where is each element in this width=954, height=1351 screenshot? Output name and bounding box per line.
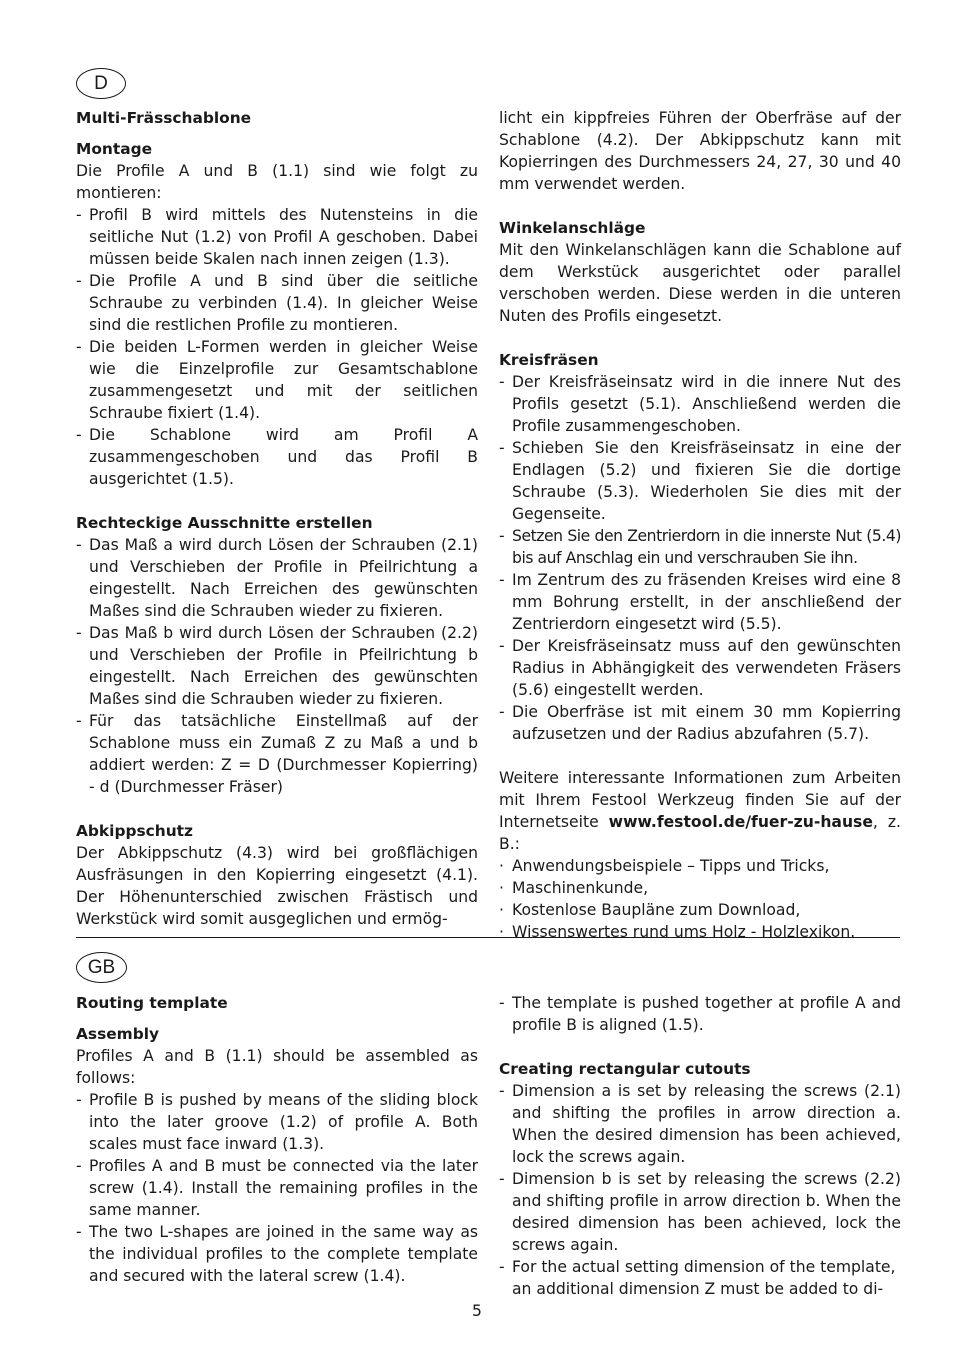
list-item: - Dimension b is set by releasing the screws (2.2) and shifting profile in arrow direction b. When the desired dimension has been achieved, lock the screws again. <box>499 1168 901 1256</box>
list-item: - Der Kreisfräseinsatz muss auf den gewünschten Radius in Abhängigkeit des verwendeten Fräsers (5.6) eingestellt werden. <box>499 635 901 701</box>
list-item: · Kostenlose Baupläne zum Download, <box>499 899 901 921</box>
language-badge-gb: GB <box>76 952 127 983</box>
de-montage-heading: Montage <box>76 140 153 158</box>
de-kreis-heading: Kreisfräsen <box>499 351 599 369</box>
de-title: Multi-Frässchablone <box>76 109 252 127</box>
de-info-paragraph <box>499 767 901 855</box>
gb-title: Routing template <box>76 994 228 1012</box>
de-column-left <box>76 107 478 930</box>
de-kreis-list <box>499 371 901 745</box>
list-item: - Die Oberfräse ist mit einem 30 mm Kopierring aufzusetzen und der Radius abzufahren (5.7). <box>499 701 901 745</box>
de-info-suffix: , z. B.: <box>499 813 901 853</box>
language-badge-de: D <box>76 68 126 99</box>
list-item: - Die beiden L-Formen werden in gleicher Weise wie die Einzelprofile zur Gesamtschablone zusammengesetzt und mit der seitlichen Schraube fixiert (1.4). <box>76 336 478 424</box>
gb-rect-list <box>499 1080 901 1300</box>
de-abkipp-text-part2: licht ein kippfreies Führen der Oberfräse auf der Schablone (4.2). Der Abkippschutz kann mit Kopierringen des Durchmessers 24, 27, 30 und 40 mm verwendet werden. <box>499 109 901 193</box>
list-item: - For the actual setting dimension of the template, an additional dimension Z must be added to di- <box>499 1256 901 1300</box>
de-rect-heading: Rechteckige Ausschnitte erstellen <box>76 514 373 532</box>
gb-assembly-heading: Assembly <box>76 1025 160 1043</box>
list-item: · Wissenswertes rund ums Holz - Holzlexikon. <box>499 921 901 943</box>
gb-assembly-intro: Profiles A and B (1.1) should be assembled as follows: <box>76 1047 478 1087</box>
de-info-link[interactable]: www.festool.de/fuer-zu-hause <box>608 813 873 831</box>
de-winkel-text: Mit den Winkelanschlägen kann die Schablone auf dem Werkstück ausgerichtet oder parallel verschoben werden. Diese werden in die unteren Nuten des Profils eingesetzt. <box>499 241 901 325</box>
list-item: - The template is pushed together at profile A and profile B is aligned (1.5). <box>499 992 901 1036</box>
de-info-list <box>499 855 901 943</box>
de-column-right <box>499 107 901 943</box>
list-item: - The two L-shapes are joined in the same way as the individual profiles to the complete template and secured with the lateral screw (1.4). <box>76 1221 478 1287</box>
section-divider <box>76 937 900 938</box>
de-winkel-heading: Winkelanschläge <box>499 219 646 237</box>
de-montage-list <box>76 204 478 490</box>
list-item: - Im Zentrum des zu fräsenden Kreises wird eine 8 mm Bohrung erstellt, in der anschließend der Zentrierdorn eingesetzt wird (5.5). <box>499 569 901 635</box>
gb-rect-heading: Creating rectangular cutouts <box>499 1060 751 1078</box>
de-montage-intro: Die Profile A und B (1.1) sind wie folgt zu montieren: <box>76 162 478 202</box>
list-item: - Die Schablone wird am Profil A zusammengeschoben und das Profil B ausgerichtet (1.5). <box>76 424 478 490</box>
page-number: 5 <box>472 1302 482 1320</box>
list-item: - Für das tatsächliche Einstellmaß auf der Schablone muss ein Zumaß Z zu Maß a und b addiert werden: Z = D (Durchmesser Kopierring) - d (Durchmesser Fräser) <box>76 710 478 798</box>
list-item: - Dimension a is set by releasing the screws (2.1) and shifting the profiles in arrow direction a. When the desired dimension has been achieved, lock the screws again. <box>499 1080 901 1168</box>
list-item: - Setzen Sie den Zentrierdorn in die innerste Nut (5.4) bis auf Anschlag ein und verschrauben Sie ihn. <box>499 525 901 569</box>
list-item: · Maschinenkunde, <box>499 877 901 899</box>
gb-assembly-list-cont <box>499 992 901 1036</box>
list-item: · Anwendungsbeispiele – Tipps und Tricks, <box>499 855 901 877</box>
de-abkipp-text-part1: Der Abkippschutz (4.3) wird bei großflächigen Ausfräsungen in den Kopierring eingesetzt (4.1). Der Höhenunterschied zwischen Frästisch und Werkstück wird somit ausgeglichen und ermög- <box>76 844 478 928</box>
list-item: - Schieben Sie den Kreisfräseinsatz in eine der Endlagen (5.2) und fixieren Sie die dortige Schraube (5.3). Wiederholen Sie dies mit der Gegenseite. <box>499 437 901 525</box>
list-item: - Das Maß b wird durch Lösen der Schrauben (2.2) und Verschieben der Profile in Pfeilrichtung b eingestellt. Nach Erreichen des gewünschten Maßes sind die Schrauben wieder zu fixieren. <box>76 622 478 710</box>
list-item: - Profiles A and B must be connected via the later screw (1.4). Install the remaining profiles in the same manner. <box>76 1155 478 1221</box>
list-item: - Profil B wird mittels des Nutensteins in die seitliche Nut (1.2) von Profil A geschoben. Dabei müssen beide Skalen nach innen zeigen (1.3). <box>76 204 478 270</box>
list-item: - Das Maß a wird durch Lösen der Schrauben (2.1) und Verschieben der Profile in Pfeilrichtung a eingestellt. Nach Erreichen des gewünschten Maßes sind die Schrauben wieder zu fixieren. <box>76 534 478 622</box>
de-info-text: Weitere interessante Informationen zum Arbeiten mit Ihrem Festool Werkzeug finden Sie auf der Internetseite <box>499 769 901 831</box>
gb-column-left <box>76 992 478 1287</box>
gb-column-right <box>499 992 901 1300</box>
de-abkipp-heading: Abkippschutz <box>76 822 193 840</box>
de-rect-list <box>76 534 478 798</box>
list-item: - Der Kreisfräseinsatz wird in die innere Nut des Profils gesetzt (5.1). Anschließend werden die Profile zusammengeschoben. <box>499 371 901 437</box>
list-item: - Die Profile A und B sind über die seitliche Schraube zu verbinden (1.4). In gleicher Weise sind die restlichen Profile zu montieren. <box>76 270 478 336</box>
gb-assembly-list <box>76 1089 478 1287</box>
list-item: - Profile B is pushed by means of the sliding block into the later groove (1.2) of profile A. Both scales must face inward (1.3). <box>76 1089 478 1155</box>
